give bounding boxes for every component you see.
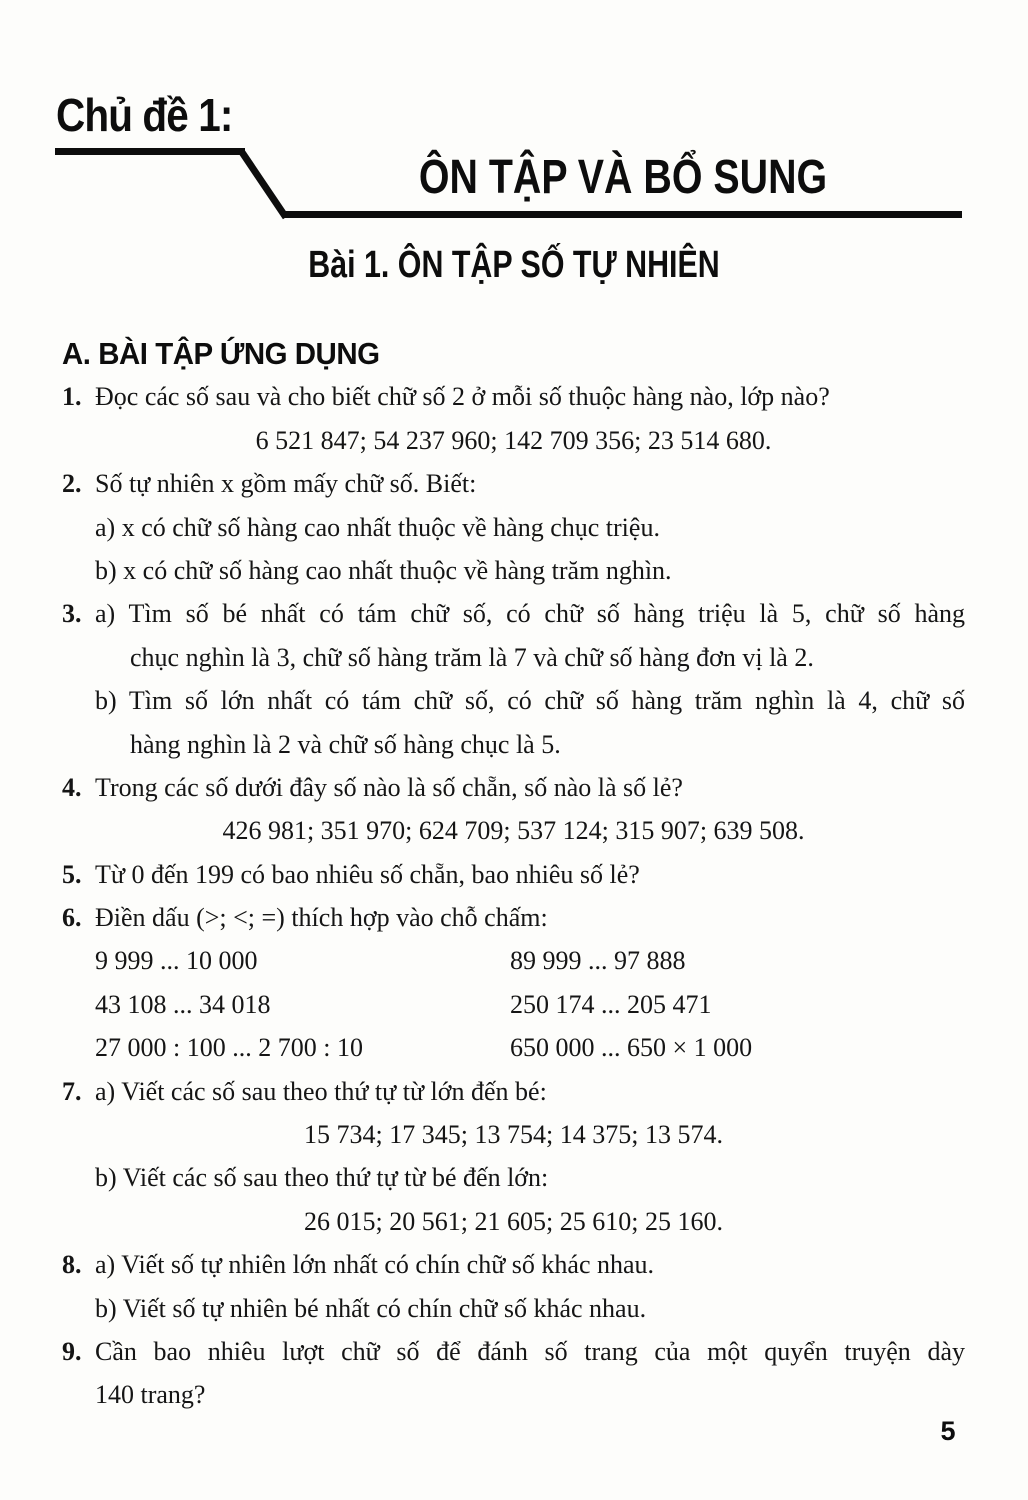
- problem-number: 3.: [62, 599, 82, 629]
- problem-number: 7.: [62, 1076, 82, 1106]
- problem-3-part-b-line-2: hàng nghìn là 2 và chữ số hàng chục là 5.: [130, 729, 561, 759]
- comparison-cell: 89 999 ... 97 888: [510, 946, 686, 976]
- problem-text: a) Tìm số bé nhất có tám chữ số, có chữ số hàng triệu là 5, chữ số hàng: [95, 599, 965, 629]
- problem-1-statement: [62, 375, 965, 418]
- problem-text: Từ 0 đến 199 có bao nhiêu số chẵn, bao nhiêu số lẻ?: [95, 859, 640, 889]
- problem-number: 1.: [62, 382, 82, 412]
- problem-text: b) Tìm số lớn nhất có tám chữ số, có chữ số hàng trăm nghìn là 4, chữ số: [95, 686, 965, 716]
- problem-text: Số tự nhiên x gồm mấy chữ số. Biết:: [95, 469, 477, 499]
- comparison-row: [62, 983, 965, 1026]
- problem-number: 8.: [62, 1250, 82, 1280]
- problem-3-part-a-line-1: [62, 592, 965, 635]
- problem-2-part-a: a) x có chữ số hàng cao nhất thuộc về hàng chục triệu.: [95, 512, 660, 542]
- comparison-cell: 27 000 : 100 ... 2 700 : 10: [95, 1033, 363, 1063]
- problem-number: 4.: [62, 772, 82, 802]
- problem-text: Cần bao nhiêu lượt chữ số để đánh số trang của một quyển truyện dày: [95, 1336, 965, 1366]
- problem-number: 9.: [62, 1336, 82, 1366]
- problem-text: Trong các số dưới đây số nào là số chẵn, số nào là số lẻ?: [95, 772, 683, 802]
- exercise-list: [62, 332, 965, 1417]
- problem-7-part-b-numbers: 26 015; 20 561; 21 605; 25 610; 25 160.: [304, 1206, 723, 1236]
- comparison-cell: 250 174 ... 205 471: [510, 989, 712, 1019]
- problem-number: 2.: [62, 469, 82, 499]
- problem-5-statement: [62, 853, 965, 896]
- problem-3-part-b-line-1: [62, 679, 965, 722]
- comparison-row: [62, 1026, 965, 1069]
- problem-7-part-b: b) Viết các số sau theo thứ tự từ bé đến lớn:: [95, 1163, 549, 1193]
- problem-7-part-a: [62, 1070, 965, 1113]
- comparison-cell: 650 000 ... 650 × 1 000: [510, 1033, 753, 1063]
- problem-4-statement: [62, 766, 965, 809]
- problem-2-part-b: b) x có chữ số hàng cao nhất thuộc về hàng trăm nghìn.: [95, 555, 672, 585]
- problem-number: 6.: [62, 903, 82, 933]
- problem-8-part-a: [62, 1243, 965, 1286]
- comparison-cell: 43 108 ... 34 018: [95, 989, 271, 1019]
- problem-2-statement: [62, 462, 965, 505]
- problem-text: a) Viết số tự nhiên lớn nhất có chín chữ số khác nhau.: [95, 1250, 655, 1280]
- problem-text: Điền dấu (>; <; =) thích hợp vào chỗ chấm:: [95, 903, 548, 933]
- comparison-row: [62, 939, 965, 982]
- banner-underline: [284, 211, 962, 218]
- problem-6-statement: [62, 896, 965, 939]
- lesson-title: Bài 1. ÔN TẬP SỐ TỰ NHIÊN: [308, 244, 720, 286]
- topic-underline: [55, 148, 245, 155]
- topic-title: ÔN TẬP VÀ BỔ SUNG: [418, 151, 828, 204]
- problem-7-part-a-numbers: 15 734; 17 345; 13 754; 14 375; 13 574.: [304, 1120, 723, 1150]
- problem-text: Đọc các số sau và cho biết chữ số 2 ở mỗi số thuộc hàng nào, lớp nào?: [95, 382, 830, 412]
- page-number: 5: [940, 1416, 956, 1446]
- problem-number: 5.: [62, 859, 82, 889]
- topic-label: Chủ đề 1:: [56, 89, 233, 141]
- banner-diagonal-rule: [238, 149, 289, 219]
- problem-1-numbers: 6 521 847; 54 237 960; 142 709 356; 23 514 680.: [255, 425, 772, 455]
- problem-9-line-2: 140 trang?: [95, 1380, 206, 1410]
- problem-8-part-b: b) Viết số tự nhiên bé nhất có chín chữ số khác nhau.: [95, 1293, 647, 1323]
- section-heading: A. BÀI TẬP ỨNG DỤNG: [62, 336, 380, 371]
- problem-4-numbers: 426 981; 351 970; 624 709; 537 124; 315 907; 639 508.: [222, 816, 805, 846]
- problem-3-part-a-line-2: chục nghìn là 3, chữ số hàng trăm là 7 và chữ số hàng đơn vị là 2.: [130, 642, 814, 672]
- problem-text: a) Viết các số sau theo thứ tự từ lớn đến bé:: [95, 1076, 547, 1106]
- problem-9-line-1: [62, 1330, 965, 1373]
- comparison-cell: 9 999 ... 10 000: [95, 946, 258, 976]
